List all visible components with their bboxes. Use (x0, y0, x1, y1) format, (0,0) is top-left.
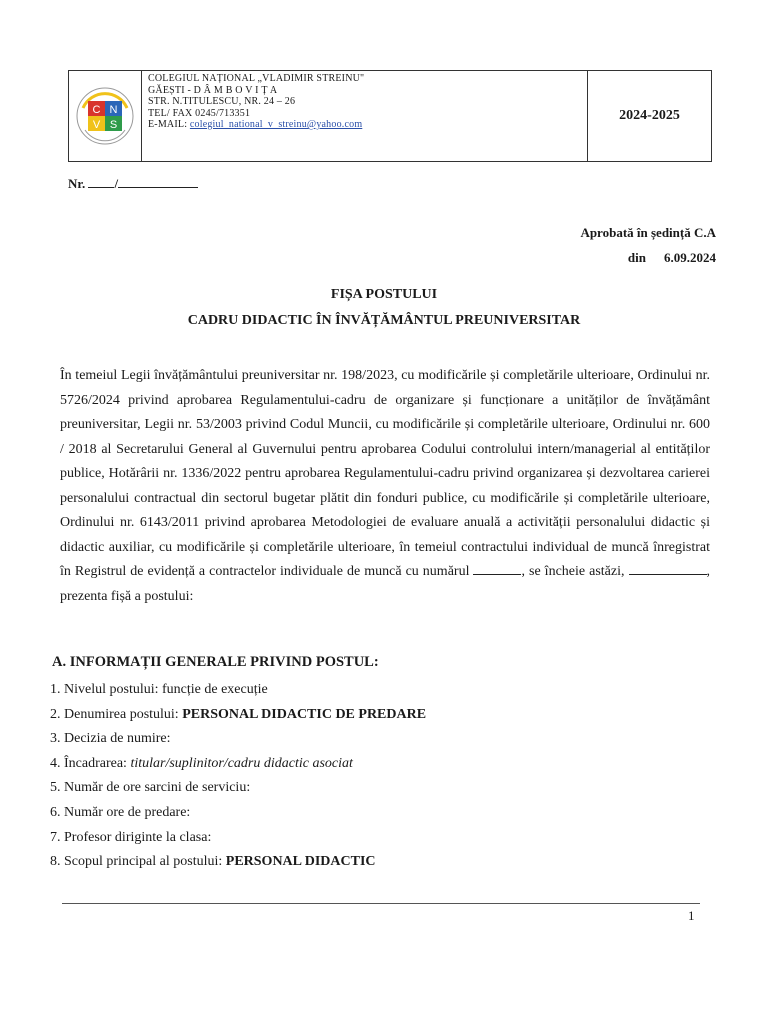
document-title: FIȘA POSTULUI (330, 287, 438, 302)
legal-basis-paragraph (60, 364, 710, 609)
intro-text-3: , prezenta fișă a postului: (60, 564, 710, 604)
item-label: 5. Număr de ore sarcini de serviciu: (50, 780, 251, 796)
approval-block (580, 220, 716, 270)
section-a-title: A. INFORMAȚII GENERALE PRIVIND POSTUL: (52, 654, 379, 670)
item-value: titular/suplinitor/cadru didactic asociat (130, 755, 353, 771)
footer-divider (62, 903, 700, 904)
nr-blank-date (118, 177, 198, 188)
school-name: COLEGIUL NAȚIONAL „VLADIMIR STREINU" (148, 73, 365, 84)
school-info (142, 71, 587, 161)
item-label: 1. Nivelul postului: funcție de execuție (50, 682, 268, 697)
item-value: PERSONAL DIDACTIC (225, 854, 376, 870)
school-phone: TEL/ FAX 0245/713351 (148, 107, 251, 119)
nr-blank-number (88, 177, 114, 188)
contract-number-blank (473, 562, 521, 575)
intro-text-2: , se încheie astăzi, (521, 564, 629, 579)
list-item (50, 678, 426, 703)
contract-date-blank (629, 562, 707, 575)
page-number: 1 (688, 908, 695, 923)
item-label: 8. Scopul principal al postului: (50, 854, 226, 870)
logo-letter-n: N (109, 104, 118, 116)
school-email-line: E-MAIL: colegiul_national_v_streinu@yahoo.com (148, 119, 363, 130)
list-item (50, 826, 426, 851)
school-street: STR. N.TITULESCU, NR. 24 – 26 (148, 96, 296, 107)
logo-cell (69, 71, 142, 161)
logo-letter-c: C (92, 104, 101, 116)
nr-label: Nr. (68, 176, 86, 191)
nr-separator: / (114, 176, 119, 191)
item-label: 2. Denumirea postului: (50, 706, 183, 722)
item-label: 4. Încadrarea: (50, 755, 131, 771)
list-item (50, 703, 426, 728)
email-link[interactable]: colegiul_national_v_streinu@yahoo.com (189, 119, 363, 130)
item-label: 3. Decizia de numire: (50, 731, 171, 747)
email-label: E-MAIL (148, 119, 185, 130)
list-item (50, 801, 426, 826)
approval-date: 6.09.2024 (664, 250, 716, 265)
approval-date-prefix: din (627, 250, 646, 265)
list-item (50, 727, 426, 752)
item-label: 7. Profesor diriginte la clasa: (50, 829, 212, 845)
school-year: 2024-2025 (587, 71, 711, 161)
intro-text-1: În temeiul Legii învățământului preuniversitar nr. 198/2023, cu modificările și completările ulterioare, Ordinului nr. 5726/2024 privind aprobarea Regulamentului-cadru de organizare și funcționare a unităților de învățământ preuniversitar, Legii nr. 53/2003 privind Codul Muncii, cu modificările și completările ulterioare, Ordinului nr. 600 / 2018 al Secretarului General al Guvernului pentru aprobarea Codului controlului intern/managerial al entităților publice, Hotărârii nr. 1336/2022 pentru aprobarea Regulamentului-cadru privind organizarea și dezvoltarea carierei personalului contractual din sectorul bugetar plătit din fonduri publice, cu modificările și completările ulterioare, Ordinului nr. 6143/2011 privind aprobarea Metodologiei de evaluare anuală a activității personalului didactic și didactic auxiliar, cu modificările și completările ulterioare, în temeiul contractului individual de muncă înregistrat în Registrul de evidență a contractelor individuale de muncă cu numărul (60, 368, 710, 579)
registration-number (68, 176, 198, 192)
logo-letter-s: S (109, 119, 118, 131)
approval-line: Aprobată în ședință C.A (580, 225, 716, 240)
school-logo (75, 86, 135, 146)
item-label: 6. Număr ore de predare: (50, 804, 191, 820)
item-value: PERSONAL DIDACTIC DE PREDARE (182, 706, 427, 722)
section-a-list (50, 678, 426, 875)
list-item (50, 752, 426, 777)
list-item (50, 776, 426, 801)
approval-date-line (580, 245, 716, 270)
school-city: GĂEȘTI - D Â M B O V I Ț A (148, 84, 278, 96)
logo-letter-v: V (92, 119, 101, 131)
document-subtitle: CADRU DIDACTIC ÎN ÎNVĂȚĂMÂNTUL PREUNIVERSITAR (187, 313, 581, 328)
letterhead (68, 70, 712, 162)
list-item (50, 850, 426, 875)
